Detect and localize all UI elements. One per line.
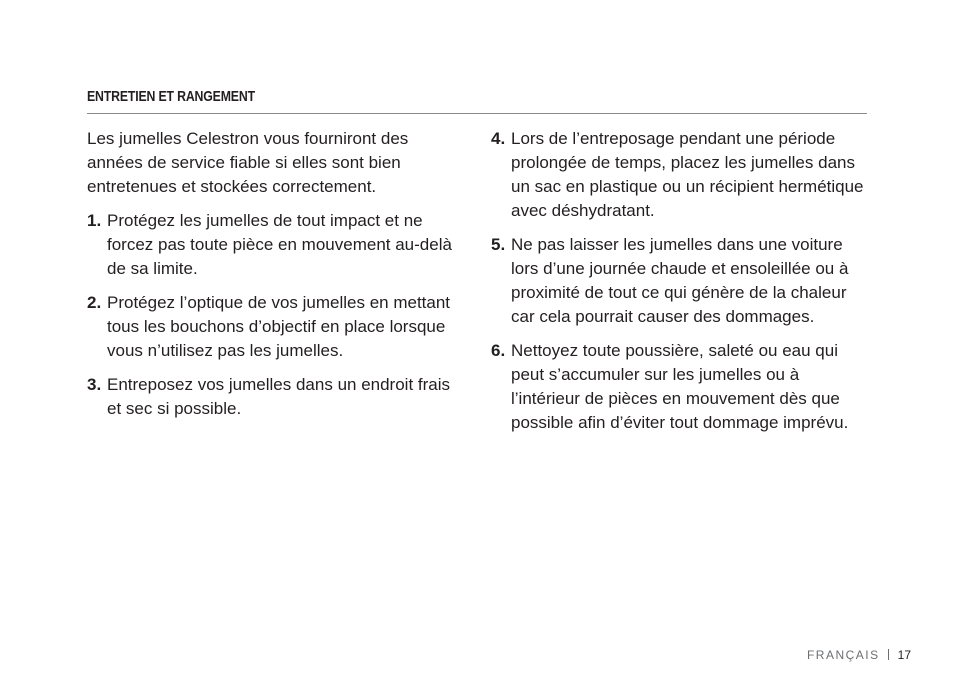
item-text: Nettoyez toute poussière, saleté ou eau qui peut s’accumuler sur les jumelles ou à l’intérieur de pièces en mouvement dès que possible afin d’éviter tout dommage imprévu.: [511, 341, 849, 432]
section-heading: ENTRETIEN ET RANGEMENT: [87, 88, 255, 105]
list-item: [87, 209, 467, 281]
item-text: Lors de l’entreposage pendant une période prolongée de temps, placez les jumelles dans un sac en plastique ou un récipient hermétique avec déshydratant.: [511, 129, 864, 220]
item-text: Protégez l’optique de vos jumelles en mettant tous les bouchons d’objectif en place lorsque vous n’utilisez pas les jumelles.: [107, 293, 451, 360]
list-item: [491, 233, 867, 329]
footer-separator: [888, 649, 889, 660]
list-item: [87, 373, 467, 421]
page-footer: [807, 648, 911, 662]
item-text: Protégez les jumelles de tout impact et ne forcez pas toute pièce en mouvement au-delà de sa limite.: [107, 211, 452, 278]
left-column: [87, 127, 467, 431]
item-number: 2.: [87, 293, 102, 312]
item-text: Entreposez vos jumelles dans un endroit frais et sec si possible.: [107, 375, 451, 418]
list-item: [491, 339, 867, 435]
heading-divider: [87, 113, 867, 114]
list-item: [87, 291, 467, 363]
item-number: 4.: [491, 129, 506, 148]
item-number: 6.: [491, 341, 506, 360]
footer-language: FRANÇAIS: [806, 648, 880, 662]
intro-paragraph: Les jumelles Celestron vous fourniront des années de service fiable si elles sont bien entretenues et stockées correctement.: [87, 129, 409, 196]
item-text: Ne pas laisser les jumelles dans une voiture lors d’une journée chaude et ensoleillée ou à proximité de tout ce qui génère de la chaleur car cela pourrait causer des dommages.: [511, 235, 849, 326]
list-item: [491, 127, 867, 223]
item-number: 3.: [87, 375, 102, 394]
item-number: 5.: [491, 235, 506, 254]
page-number: 17: [897, 648, 911, 662]
item-number: 1.: [87, 211, 102, 230]
right-column: [491, 127, 867, 445]
